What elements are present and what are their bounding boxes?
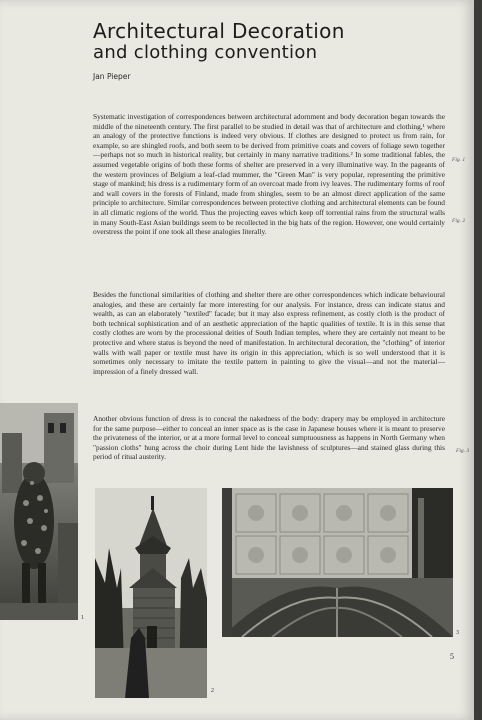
figure-number-3: 3 — [456, 630, 459, 636]
photo-passion-cloth — [222, 488, 453, 637]
figure-number-2: 2 — [211, 688, 214, 694]
photo-green-man — [0, 403, 78, 620]
title-line-1: Architectural Decoration — [93, 19, 345, 43]
photo-shingled-church — [95, 488, 207, 698]
paragraph-3: Another obvious function of dress is to conceal the nakedness of the body: drapery may be employed in architecture for the same purpose—either to conceal an inner space as is the case in Japanese houses where it is meant to preserve the privateness of the interior, or at a more formal level to conceal sumptuousness as happens in North Germany when "passion cloths" hung across the choir during Lent hide the lavishness of sculptures—and stained glass during this period of ritual austerity. — [93, 414, 445, 462]
article-title — [93, 20, 453, 64]
paragraph-2: Besides the functional similarities of clothing and shelter there are other correspondences which indicate behavioural analogies, and these are certainly far more interesting for our analysis. For instance, dress can indicate status and wealth, as can an elaborately "textiled" facade; but it may also express refinement, as costly cloth is the product of both technical sophistication and of an aesthetic appreciation of the haptic qualities of textile. It is in this sense that costly clothes are worn by the processional deities of South Indian temples, where they are certainly not meant to be protective and where status is beyond the need of manifestation. In architectural decoration, the "clothing" of interior walls with wall paper or textile must have its origin in this appreciation, which is so well understood that it is sometimes only necessary to imitate the textile pattern in painting to give the visual—and not the material—impression of a finely dressed wall. — [93, 290, 445, 376]
paragraph-1: Systematic investigation of correspondences between architectural adornment and body decoration began towards the middle of the nineteenth century. The first parallel to be studied in detail was that of architecture and clothing,¹ where an analogy of the protective functions is indeed very obvious. If clothes are designed to protect us from rain, for example, so are shingled roofs, and both seem to be derived from primitive coats and covers of foliage sewn together—perhaps not so much in historical reality, but certainly in many narrative traditions.² In some traditional fables, the assumed vegetable origins of both these forms of shelter are preserved in a very illuminative way. In the pageants of the western provinces of Belgium a leaf-clad mummer, the "Green Man" is very popular, representing the primitive stage of mankind; his dress is a rudimentary form of an overcoat made from ivy leaves. The rudimentary forms of roof and wall covers in the forests of Finland, made from shingles, seem to be an almost direct application of the same principle to architecture. Similar correspondences between protective clothing and architectural elements can be found in all climatic regions of the world. Thus the projecting eaves which keep off torrential rains from the structural walls in many South-East Asian buildings seem to be recollected in the big hats of the region. However, one would certainly overstress the point if one took all these analogies literally. — [93, 112, 445, 237]
author-name: Jan Pieper — [93, 72, 131, 81]
title-line-2: and clothing convention — [93, 42, 318, 63]
page-number: 5 — [450, 652, 454, 661]
margin-note-fig1: Fig. 1 — [452, 157, 466, 163]
figure-number-1: 1 — [81, 615, 84, 621]
margin-note-fig3: Fig. 3 — [456, 448, 470, 454]
margin-note-fig2: Fig. 2 — [452, 218, 466, 224]
